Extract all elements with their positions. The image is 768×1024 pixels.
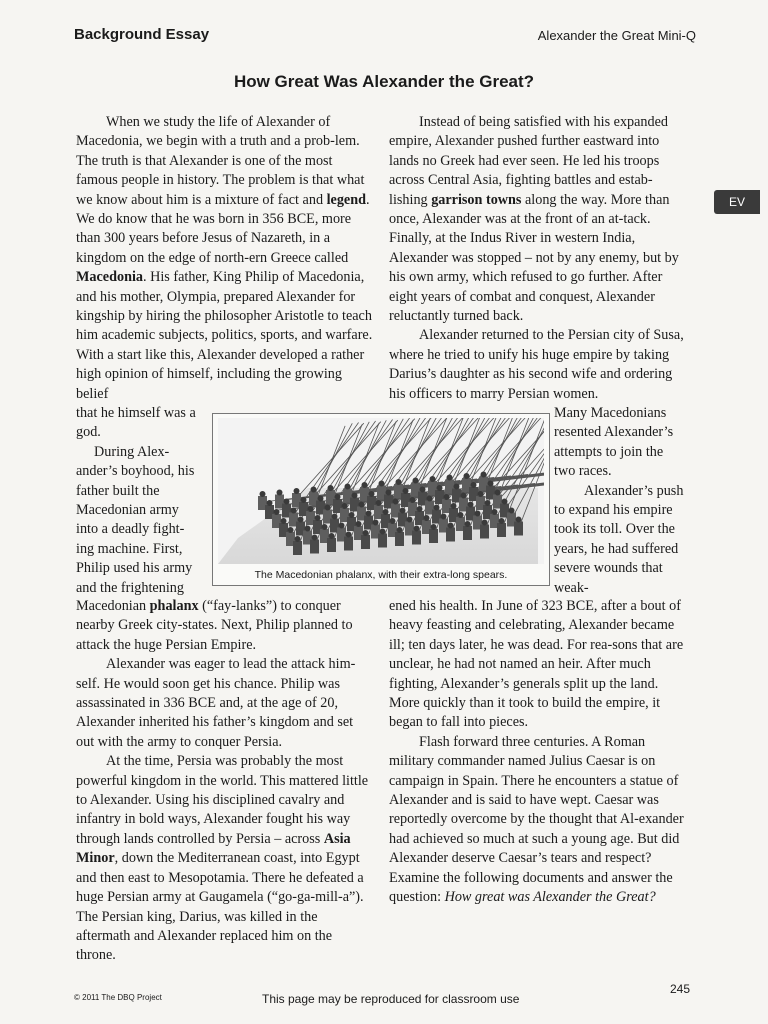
term-legend: legend: [326, 191, 367, 208]
unit-title: Alexander the Great Mini-Q: [537, 28, 696, 43]
column-right-bottom: [389, 597, 686, 908]
paragraph-persia: At the time, Persia was probably the most powerful kingdom in the world. This mattered little to Alexander. Using his disciplined cavalry and infantry in bold ways, Alexander fought his way through lands controlled by Persia – across Asia Minor, down the Mediterranean coast, into Egypt and then east to Mesopotamia. There he defeated a huge Persian army at Gaugamela (“go-ga-mill-a”). The Persian king, Darius, was killed in the aftermath and Alexander replaced him on the throne.: [76, 753, 369, 964]
page-title: How Great Was Alexander the Great?: [233, 72, 535, 91]
paragraph-resentment: Many Macedonians resented Alexander’s attempts to join the two races.: [554, 405, 674, 480]
phalanx-figure: [212, 413, 550, 586]
paragraph-susa: Alexander returned to the Persian city of Susa, where he tried to unify his huge empire by taking Darius’s daughter as his second wife and ordering his officers to marry Persian women.: [389, 327, 684, 402]
term-asia-minor: Asia Minor: [76, 830, 351, 867]
paragraph-boyhood: During Alex-ander’s boyhood, his father built the Macedonian army into a deadly fight-ing machine. First, Philip used his army and the frightening: [76, 443, 195, 596]
paragraph-intro-end: that he himself was a god.: [76, 405, 196, 441]
guiding-question: How great was Alexander the Great?: [444, 889, 656, 906]
phalanx-illustration: [218, 418, 544, 564]
paragraph-phalanx: Macedonian phalanx (“fay-lanks”) to conquer nearby Greek city-states. Next, Philip planned to attack the huge Persian Empire.: [76, 598, 353, 653]
column-right-top: [389, 113, 686, 404]
paragraph-eastward: Instead of being satisfied with his expanded empire, Alexander pushed further eastward into lands no Greek had ever seen. He led his troops across Central Asia, fighting battles and estab-lishing garrison towns along the way. More than once, Alexander was at the front of an at-tack. Finally, at the Indus River in western India, Alexander was stopped – not by any enemy, but by his own army, which refused to go further. After eight years of combat and conquest, Alexander reluctantly turned back.: [389, 114, 679, 325]
paragraph-intro: When we study the life of Alexander of Macedonia, we begin with a truth and a prob-lem. The truth is that Alexander is one of the most famous people in history. The problem is that what we know about him is a mixture of fact and legend. We do know that he was born in 356 BCE, more than 300 years before Jesus of Nazareth, in a kingdom on the edge of north-ern Greece called Macedonia. His father, King Philip of Macedonia, and his mother, Olympia, prepared Alexander for kingship by hiring the philosopher Aristotle to teach him academic subjects, politics, sports, and warfare. With a start like this, Alexander developed a rather high opinion of himself, including the growing belief: [76, 114, 373, 402]
section-label: Background Essay: [74, 26, 210, 43]
paragraph-death: ened his health. In June of 323 BCE, after a bout of heavy feasting and celebrating, Alexander became ill; ten days later, he was dead. For rea-sons that are unclear, he had not named an heir. After much fighting, Alexander’s generals split up the land. More quickly than it took to build the empire, it began to fall into pieces.: [389, 598, 684, 731]
term-phalanx: phalanx: [149, 598, 199, 614]
side-tab: EV: [714, 190, 760, 214]
column-left-narrow: [76, 404, 198, 598]
column-right-narrow: [554, 404, 686, 598]
reproduction-note: This page may be reproduced for classroom use: [262, 992, 520, 1006]
column-left-bottom: [76, 597, 374, 966]
page-number: 245: [669, 982, 690, 996]
paragraph-caesar: Flash forward three centuries. A Roman military commander named Julius Caesar is on campaign in Spain. There he encounters a statue of Alexander and is said to have wept. Caesar was reportedly overcome by the thought that Al-exander had achieved so much at such a young age. But did Alexander deserve Caesar’s tears and respect? Examine the following documents and answer the question: How great was Alexander the Great?: [389, 733, 684, 906]
paragraph-assassination: Alexander was eager to lead the attack him-self. He would soon get his chance. Philip was assassinated in 336 BCE and, at the age of 20, Alexander inherited his father’s kingdom and set out with the army to conquer Persia.: [76, 656, 356, 750]
term-garrison-towns: garrison towns: [431, 191, 522, 208]
paragraph-toll: Alexander’s push to expand his empire took its toll. Over the years, he had suffered severe wounds that weak-: [554, 482, 684, 596]
figure-caption: The Macedonian phalanx, with their extra-long spears.: [254, 569, 508, 581]
copyright: © 2011 The DBQ Project: [74, 993, 162, 1002]
term-macedonia: Macedonia: [76, 269, 143, 286]
column-left-top: [76, 113, 374, 404]
